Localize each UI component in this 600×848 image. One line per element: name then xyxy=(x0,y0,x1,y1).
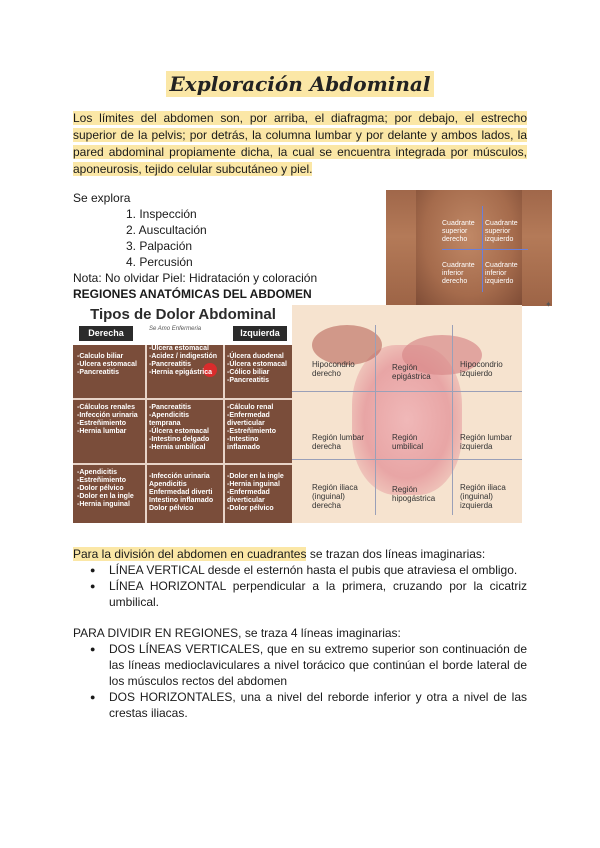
izquierda-tag: Izquierda xyxy=(233,326,287,341)
liver-illustration xyxy=(312,325,382,365)
pain-chart-title: Tipos de Dolor Abdominal xyxy=(90,306,276,323)
region-label: Región hipogástrica xyxy=(392,485,436,503)
vertical-line xyxy=(452,325,453,515)
cuadrantes-rest: se trazan dos líneas imaginarias: xyxy=(306,547,486,561)
expand-icon: ✦ xyxy=(545,300,552,309)
explora-item: 1. Inspección xyxy=(126,207,197,221)
region-label: Región iliaca (inguinal) izquierda xyxy=(460,483,506,510)
pain-cell: -Calculo biliar -Ulcera estomacal -Pancreatitis xyxy=(77,353,137,376)
regiones-heading: REGIONES ANATÓMICAS DEL ABDOMEN xyxy=(73,287,312,301)
explora-item: 3. Palpación xyxy=(126,239,193,253)
pain-chart-subtitle: Se Amo Enfermeria xyxy=(149,326,202,332)
region-label: Hipocondrio derecho xyxy=(312,360,355,378)
explora-item: 2. Auscultación xyxy=(126,223,207,237)
pain-cell: -Pancreatitis -Apendicitis temprana -Úlcera estomacal -Intestino delgado -Hernia umbilical xyxy=(149,404,210,451)
nota-text: Nota: No olvidar Piel: Hidratación y coloración xyxy=(73,271,318,285)
region-label: Región umbilical xyxy=(392,433,424,451)
region-label: Región lumbar derecha xyxy=(312,433,365,451)
quadrant-label: Cuadrante inferior derecho xyxy=(442,262,475,285)
pain-cell: -Cálculos renales -Infección urinaria -Estreñimiento -Hernia lumbar xyxy=(77,404,138,435)
cuadrantes-list xyxy=(73,562,527,610)
region-label: Región lumbar izquierda xyxy=(460,433,513,451)
list-item: ● LÍNEA VERTICAL desde el esternón hasta el pubis que atraviesa el ombligo. xyxy=(73,562,527,578)
torso-shape xyxy=(416,190,522,306)
pain-cell: -Dolor en la ingle -Hernia inguinal -Enfermedad diverticular -Dolor pélvico xyxy=(227,473,284,512)
intro-paragraph xyxy=(73,110,527,178)
regiones-intro: PARA DIVIDIR EN REGIONES, se traza 4 líneas imaginarias: xyxy=(73,626,401,640)
list-item: ● DOS LÍNEAS VERTICALES, que en su extremo superior son continuación de las líneas medioclaviculares a nivel torácico que continúan el borde lateral de los músculos rectos del abdomen xyxy=(73,641,527,689)
regiones-list xyxy=(73,641,527,721)
horizontal-line xyxy=(442,249,528,250)
horizontal-line xyxy=(292,391,522,392)
region-label: Región epigástrica xyxy=(392,363,431,381)
list-item: ● DOS HORIZONTALES, una a nivel del reborde inferior y otra a nivel de las crestas iliacas. xyxy=(73,689,527,721)
pain-cell: -Infección urinaria Apendicitis Enfermedad diverti Intestino inflamado Dolor pélvico xyxy=(149,473,214,512)
vertical-line xyxy=(375,325,376,515)
title-text: Exploración Abdominal xyxy=(166,71,435,97)
cuadrantes-intro xyxy=(73,546,527,562)
intro-text: Los límites del abdomen son, por arriba, el diafragma; por debajo, el estrecho superior de la pelvis; por detrás, la columna lumbar y por delante y ambos lados, la pared abdominal propiamente dicha, la cual se encuentra integrada por músculos, aponeurosis, tejido celular subcutáneo y piel. xyxy=(73,111,527,176)
horizontal-line xyxy=(292,459,522,460)
pain-types-chart xyxy=(73,305,293,523)
pain-cell: -Úlcera estomacal -Acidez / indigestión -Pancreatitis -Hernia epigástrica xyxy=(149,345,218,376)
col-divider xyxy=(223,345,225,523)
explora-label: Se explora xyxy=(73,191,131,205)
pain-cell: -Cálculo renal -Enfermedad diverticular -Estreñimiento -Intestino inflamado xyxy=(227,404,277,451)
pain-cell: -Apendicitis -Estreñimiento -Dolor pélvico -Dolor en la ingle -Hernia inguinal xyxy=(77,469,134,508)
explora-list xyxy=(126,206,207,270)
derecha-tag: Derecha xyxy=(79,326,133,341)
region-label: Hipocondrio izquierdo xyxy=(460,360,503,378)
explora-item: 4. Percusión xyxy=(126,255,193,269)
quadrant-label: Cuadrante inferior izquierdo xyxy=(485,262,518,285)
quadrant-label: Cuadrante superior izquierdo xyxy=(485,220,518,243)
col-divider xyxy=(145,345,147,523)
pain-cell: -Úlcera duodenal -Úlcera estomacal -Cólico biliar -Pancreatitis xyxy=(227,353,287,384)
list-item: ● LÍNEA HORIZONTAL perpendicular a la primera, cruzando por la cicatriz umbilical. xyxy=(73,578,527,610)
quadrant-label: Cuadrante superior derecho xyxy=(442,220,475,243)
torso-quadrants-photo xyxy=(386,190,552,306)
region-label: Región iliaca (inguinal) derecha xyxy=(312,483,358,510)
abdomen-regions-diagram xyxy=(292,305,522,523)
row-divider xyxy=(73,398,293,400)
cuadrantes-highlight: Para la división del abdomen en cuadrantes xyxy=(73,547,307,561)
page-title xyxy=(0,72,600,96)
row-divider xyxy=(73,463,293,465)
